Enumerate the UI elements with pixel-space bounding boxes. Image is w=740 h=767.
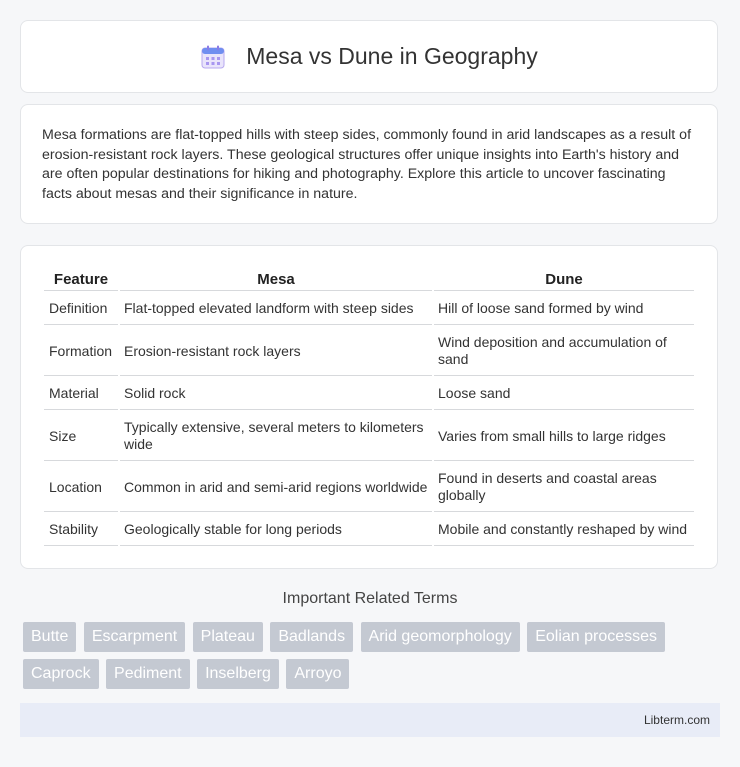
related-term-tag[interactable]: Eolian processes [527,622,665,652]
related-term-tag[interactable]: Pediment [106,659,190,689]
related-term-tag[interactable]: Inselberg [197,659,279,689]
mesa-cell: Solid rock [120,378,432,410]
table-row [44,327,694,376]
related-term-tag[interactable]: Escarpment [84,622,185,652]
footer-site-link[interactable]: Libterm.com [643,713,710,727]
header-mesa: Mesa [120,268,432,291]
dune-cell: Mobile and constantly reshaped by wind [434,514,694,546]
feature-cell: Material [44,378,118,410]
mesa-cell: Typically extensive, several meters to kilometers wide [120,412,432,461]
feature-cell: Stability [44,514,118,546]
dune-cell: Varies from small hills to large ridges [434,412,694,461]
related-term-tag[interactable]: Butte [23,622,76,652]
comparison-table [42,266,696,548]
related-term-tag[interactable]: Arroyo [286,659,349,689]
header-dune: Dune [434,268,694,291]
calendar-icon [200,44,226,70]
dune-cell: Found in deserts and coastal areas globally [434,463,694,512]
header-card [20,20,718,93]
table-row [44,463,694,512]
related-terms-list [23,622,723,696]
related-terms-title: Important Related Terms [282,590,458,607]
feature-cell: Location [44,463,118,512]
intro-card [20,104,718,224]
header-feature: Feature [44,268,118,291]
related-term-tag[interactable]: Caprock [23,659,99,689]
intro-text: Mesa formations are flat-topped hills with steep sides, commonly found in arid landscapes as a result of erosion-resistant rock layers. These geological structures offer unique insights into Earth's history and are often popular destinations for hiking and photography. Explore this article to uncover fascinating facts about mesas and their significance in nature. [42,127,692,202]
dune-cell: Loose sand [434,378,694,410]
table-row [44,514,694,546]
table-row [44,293,694,325]
related-term-tag[interactable]: Arid geomorphology [361,622,520,652]
table-row [44,378,694,410]
comparison-table-card [20,245,718,569]
mesa-cell: Geologically stable for long periods [120,514,432,546]
table-row [44,412,694,461]
feature-cell: Size [44,412,118,461]
related-term-tag[interactable]: Plateau [193,622,263,652]
related-term-tag[interactable]: Badlands [270,622,353,652]
dune-cell: Wind deposition and accumulation of sand [434,327,694,376]
feature-cell: Definition [44,293,118,325]
mesa-cell: Common in arid and semi-arid regions worldwide [120,463,432,512]
footer [20,703,720,737]
page-title: Mesa vs Dune in Geography [246,43,538,69]
mesa-cell: Flat-topped elevated landform with steep sides [120,293,432,325]
feature-cell: Formation [44,327,118,376]
table-header-row [44,268,694,291]
mesa-cell: Erosion-resistant rock layers [120,327,432,376]
dune-cell: Hill of loose sand formed by wind [434,293,694,325]
